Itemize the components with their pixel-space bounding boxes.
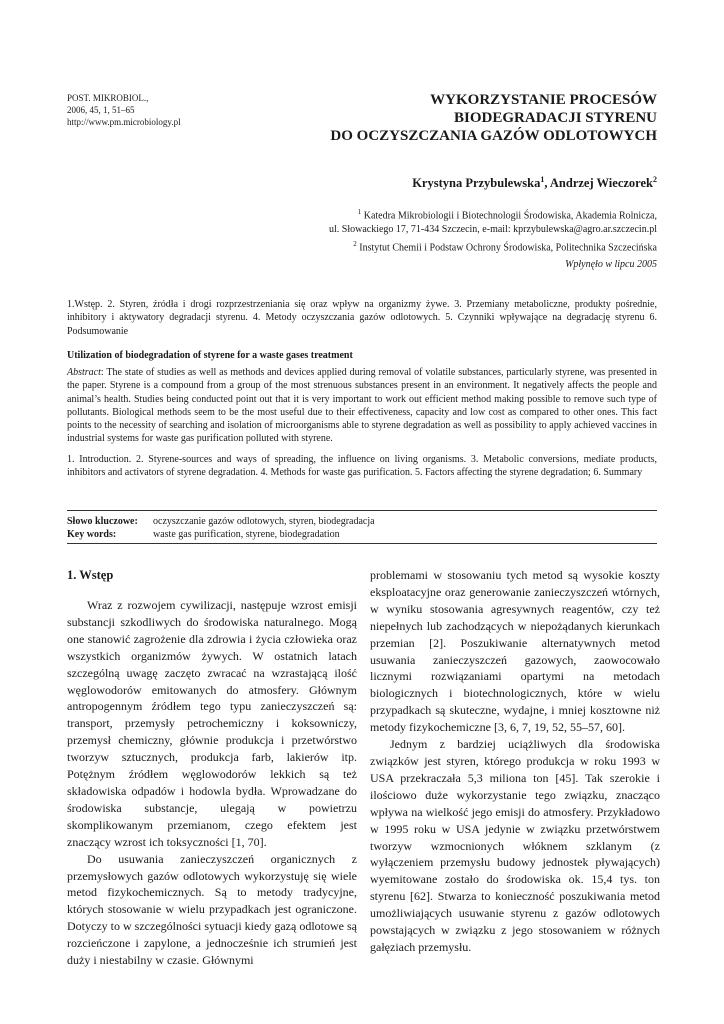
keywords-top-rule <box>67 510 657 511</box>
body-paragraph: problemami w stosowaniu tych metod są wysokie koszty eksploatacyjne oraz generowanie zanieczyszczeń wtórnych, w wyniku stosowania agresywnych reagentów, czy też niepełnych lub zachodzących w niepożądanych kierunkach przemian [2]. Poszukiwanie alternatywnych metod usuwania zanieczyszczeń gazowych, zaowocowało licznymi rozwiązaniami opartymi na metodach biologicznych i biotechnologicznych, które w wielu przypadkach są skuteczne, wydajne, i mniej kosztowne niż metody fizykochemiczne [3, 6, 7, 19, 52, 55–57, 60]. <box>370 568 660 735</box>
keywords <box>67 515 375 541</box>
affiliation-2-text: Instytut Chemii i Podstaw Ochrony Środowiska, Politechnika Szczecińska <box>359 242 657 254</box>
title-line-3: DO OCZYSZCZANIA GAZÓW ODLOTOWYCH <box>330 128 657 144</box>
table-of-contents-pl: 1.Wstęp. 2. Styren, źródła i drogi rozprzestrzeniania się oraz wpływ na organizmy żywe. 3. Przemiany metaboliczne, produkty pośrednie, inhibitory i aktywatory degradacji styrenu. 4. Metody oczyszczania gazów odlotowych. 5. Czynniki wpływające na degradację styrenu 6. Podsumowanie <box>67 299 657 337</box>
abstract-text: : The state of studies as well as methods and devices applied during removal of volatile substances, particularly styrene, was presented in the paper. Styrene is a compound from a group of the most strenuous substances present in an environment. It negatively affects the people and animal’s health. Studies being conducted point out that it is very important to work out efficient method making possible to remove such type of pollutants. Biological methods seem to be the most useful due to their effectiveness, capacity and low cost as compared to other ones. This fact points to the necessity of searching and isolation of microorganisms able to styrene degradation as well as possibility to apply achieved vaccines in industrial systems for waste gas purification polluted with styrene. <box>67 367 657 445</box>
author-2: Andrzej Wieczorek <box>549 176 653 191</box>
body-paragraph: Wraz z rozwojem cywilizacji, następuje wzrost emisji substancji szkodliwych do środowiska naturalnego. Mogą one stanowić zagrożenie dla zdrowia i życia człowieka oraz wszystkich organizmów żywych. W ostatnich latach szczególną uwagę zaczęto zwracać na wzrastającą ilość węglowodorów emitowanych do atmosfery. Głównym antropogennym źródłem tego typu zanieczyszczeń są: transport, przemysły petrochemiczny i koksowniczy, przemysł chemiczny, głównie produkcja i przetwórstwo tworzyw sztucznych, produkcja farb, lakierów itp. Potężnym źródłem węglowodorów lekkich są też składowiska odpadów i hodowla bydła. Wprowadzane do środowiska substancje, ulegają w powietrzu skomplikowanym przemianom, czego efektem jest znaczący wzrost ich toksyczności [1, 70]. <box>67 598 357 849</box>
title-line-1: WYKORZYSTANIE PROCESÓW <box>430 92 657 108</box>
abstract-label: Abstract <box>67 367 101 378</box>
journal-info <box>67 92 181 128</box>
affiliation-1-line-2: ul. Słowackiego 17, 71-434 Szczecin, e-mail: kprzybulewska@agro.ar.szczecin.pl <box>329 224 657 236</box>
journal-name: POST. MIKROBIOL., <box>67 93 149 103</box>
title-line-2: BIODEGRADACJI STYRENU <box>454 110 657 126</box>
abstract <box>67 366 657 446</box>
body-paragraph: Jednym z bardziej uciążliwych dla środowiska związków jest styren, którego produkcja w roku 1993 w USA przekraczała 5,3 miliona ton [45]. Tak szerokie i ilościowo duże wykorzystanie tego związku, znacząco wpływa na wielkość jego emisji do atmosfery. Przykładowo w 1995 roku w USA jedynie w związku przetwórstwem tworzyw wzmocnionych włóknem szklanym (z wyłączeniem przemysłu budowy jednostek pływających) wyemitowane zostało do środowiska ok. 15,4 tys. ton styrenu [62]. Stwarza to konieczność poszukiwania metod umożliwiających usuwanie styrenu z gazów odlotowych powstających w związku z jego stosowaniem w różnych gałęziach przemysłu. <box>370 737 660 954</box>
author-2-affil-mark: 2 <box>653 175 657 184</box>
body-paragraph: Do usuwania zanieczyszczeń organicznych z przemysłowych gazów odlotowych wykorzystuję się wiele metod fizykochemicznych. Są to metody tradycyjne, których stosowanie w wielu przypadkach jest ograniczone. Dotyczy to w szczególności sytuacji kiedy gazą odlotowe są rozcieńczone i zapylone, a jednocześnie ich strumień jest duży i niestabilny w czasie. Głównymi <box>67 851 357 968</box>
english-title: Utilization of biodegradation of styrene for a waste gases treatment <box>67 350 353 361</box>
affiliations <box>329 205 657 256</box>
section-heading: 1. Wstęp <box>67 568 114 582</box>
keywords-pl-label: Słowo kluczowe: <box>67 516 138 527</box>
keywords-bottom-rule <box>67 543 657 544</box>
author-1-affil-mark: 1 <box>540 175 545 184</box>
journal-url: http://www.pm.microbiology.pl <box>67 117 181 127</box>
authors <box>412 175 657 191</box>
keywords-en-value: waste gas purification, styrene, biodegradation <box>153 529 340 540</box>
affiliation-2-mark: 2 <box>353 240 357 249</box>
affiliation-2-line-1 <box>329 237 657 255</box>
keywords-en-label: Key words: <box>67 529 117 540</box>
table-of-contents-en: 1. Introduction. 2. Styrene-sources and ways of spreading, the influence on living organisms. 3. Metabolic conversions, mediate products, inhibitors and activators of styrene degradation. 4. Methods for waste gas purification. 5. Factors affecting the styrene degradation; 6. Summary <box>67 454 657 479</box>
article-title <box>330 91 657 145</box>
author-separator: , <box>544 176 550 191</box>
body-column-right <box>370 567 660 956</box>
keywords-pl-value: oczyszczanie gazów odlotowych, styren, biodegradacja <box>153 516 375 527</box>
keywords-pl-row <box>67 515 375 528</box>
affiliation-1-mark: 1 <box>357 208 362 216</box>
received-date: Wpłynęło w lipcu 2005 <box>565 259 657 270</box>
affiliation-1-text: Katedra Mikrobiologii i Biotechnologii Środowiska, Akademia Rolnicza, <box>363 210 657 222</box>
keywords-en-row <box>67 528 375 541</box>
affiliation-1-line-1 <box>329 205 657 223</box>
body-column-left <box>67 567 357 969</box>
journal-volume: 2006, 45, 1, 51–65 <box>67 105 135 115</box>
author-1: Krystyna Przybulewska <box>412 176 541 191</box>
